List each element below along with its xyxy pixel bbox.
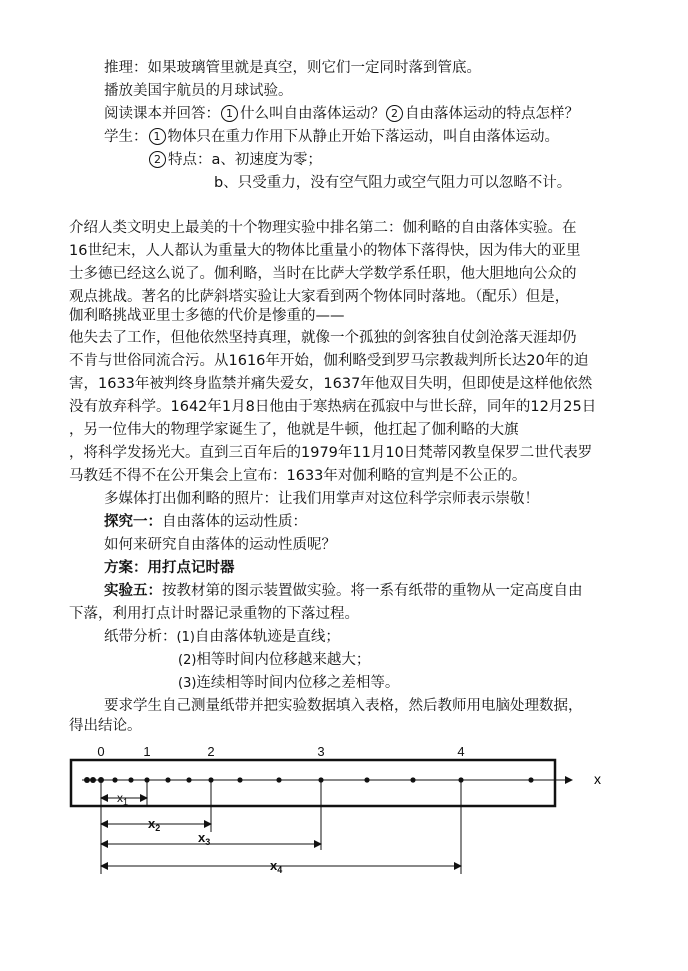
story-line: 不肯与世俗同流合污。从1616年开始，伽利略受到罗马宗教裁判所长达20年的迫: [69, 353, 589, 369]
explore-heading-bold: 探究一：: [104, 514, 162, 530]
tape-point-3: 连续相等时间内位移之差相等。: [196, 675, 400, 691]
story-line: 16世纪末，人人都认为重量大的物体比重量小的物体下落得快，因为伟大的亚里: [69, 243, 581, 259]
x2-label: $x_2$: [148, 816, 161, 833]
experiment-label: 实验五：: [104, 583, 162, 599]
tape-analysis-1: [104, 627, 340, 648]
tape-analysis-3: [178, 673, 399, 694]
item-number: (2): [178, 653, 197, 668]
plan-line: 方案：用打点记时器: [104, 560, 235, 576]
mark-label: 4: [457, 744, 465, 759]
answer-2-text: 特点：a、初速度为零；: [168, 152, 322, 168]
story-line: 士多德已经这么说了。伽利略，当时在比萨大学数学系任职，他大胆地向公众的: [69, 266, 577, 282]
tape-dot: [165, 777, 170, 782]
x-axis-label: x: [594, 771, 601, 787]
tape-dot: [90, 777, 96, 783]
x3-label: $x_3$: [198, 830, 211, 847]
mark-label: 2: [207, 744, 215, 759]
tape-dot: [410, 777, 415, 782]
tape-point-1: 自由落体轨迹是直线；: [194, 629, 340, 645]
story-line: ，另一位伟大的物理学家诞生了，他就是牛顿，他扛起了伽利略的大旗: [69, 422, 519, 438]
story-line: 马教廷不得不在公开集会上宣布：1633年对伽利略的宣判是不公正的。: [69, 468, 527, 484]
circled-number-1: 1: [221, 105, 238, 122]
mark-label: 1: [143, 744, 151, 759]
tape-analysis-2: [178, 650, 370, 671]
question-2: 自由落体运动的特点怎样？: [405, 106, 579, 122]
tape-dot: [364, 777, 369, 782]
requirement-line: 要求学生自己测量纸带并把实验数据填入表格，然后教师用电脑处理数据，: [104, 698, 583, 714]
paper-tape: [71, 760, 555, 806]
student-answer-1: [104, 127, 559, 147]
ticker-tape-diagram: [0, 738, 688, 888]
story-line: 害，1633年被判终身监禁并痛失爱女，1637年他双目失明，但即使是这样他依然: [69, 376, 593, 392]
explore-heading: [104, 512, 307, 532]
story-line: 观点挑战。著名的比萨斜塔实验让大家看到两个物体同时落地。（配乐）但是，: [69, 289, 570, 305]
reasoning-line: 推理：如果玻璃管里就是真空，则它们一定同时落到管底。: [104, 60, 481, 76]
moon-experiment-line: 播放美国宇航员的月球试验。: [104, 83, 293, 99]
tape-dot: [84, 777, 90, 783]
answer-1-text: 物体只在重力作用下从静止开始下落运动，叫自由落体运动。: [167, 129, 559, 145]
x1-label: $x_1$: [117, 791, 129, 807]
student-label: 学生：: [104, 129, 148, 145]
mark-label: 3: [317, 744, 325, 759]
item-number: (3): [178, 676, 197, 691]
circled-number-1: 1: [149, 128, 166, 145]
story-line: 他失去了工作，但他依然坚持真理，就像一个孤独的剑客独自仗剑沧落天涯却仍: [69, 330, 577, 346]
answer-2-b: b、只受重力，没有空气阻力或空气阻力可以忽略不计。: [214, 175, 572, 191]
tape-dot: [112, 777, 117, 782]
tape-dot: [128, 777, 133, 782]
reading-prefix: 阅读课本并回答：: [104, 106, 220, 122]
story-line: ，将科学发扬光大。直到三百年后的1979年11月10日梵蒂冈教皇保罗二世代表罗: [69, 445, 593, 461]
tape-point-2: 相等时间内位移越来越大；: [196, 652, 371, 668]
experiment-text: 按教材第的图示装置做实验。将一系有纸带的重物从一定高度自由: [162, 583, 583, 599]
tape-dot: [237, 777, 242, 782]
story-line: 伽利略挑战亚里士多德的代价是惨重的——: [69, 308, 345, 324]
question-1: 什么叫自由落体运动？: [240, 106, 385, 122]
explore-question: 如何来研究自由落体的运动性质呢？: [104, 537, 336, 553]
tape-dot: [186, 777, 191, 782]
mark-label: 0: [97, 744, 105, 759]
experiment-line: [104, 581, 583, 601]
tape-analysis-label: 纸带分析：: [104, 629, 177, 645]
student-answer-2: [148, 150, 322, 170]
requirement-line-2: 得出结论。: [69, 718, 142, 734]
item-number: (1): [176, 630, 195, 645]
circled-number-2: 2: [386, 105, 403, 122]
tape-dot: [276, 777, 281, 782]
x4-label: $x_4$: [270, 858, 283, 875]
experiment-line-2: 下落，利用打点计时器记录重物的下落过程。: [69, 606, 359, 622]
circled-number-2: 2: [149, 151, 166, 168]
story-line: 多媒体打出伽利略的照片：让我们用掌声对这位科学宗师表示崇敬！: [104, 491, 539, 507]
explore-heading-rest: 自由落体的运动性质：: [162, 514, 307, 530]
reading-question-line: [104, 104, 579, 124]
story-line: 没有放弃科学。1642年1月8日他由于寒热病在孤寂中与世长辞，同年的12月25日: [69, 399, 597, 415]
story-line: 介绍人类文明史上最美的十个物理实验中排名第二：伽利略的自由落体实验。在: [69, 220, 577, 236]
tape-dot: [528, 777, 533, 782]
